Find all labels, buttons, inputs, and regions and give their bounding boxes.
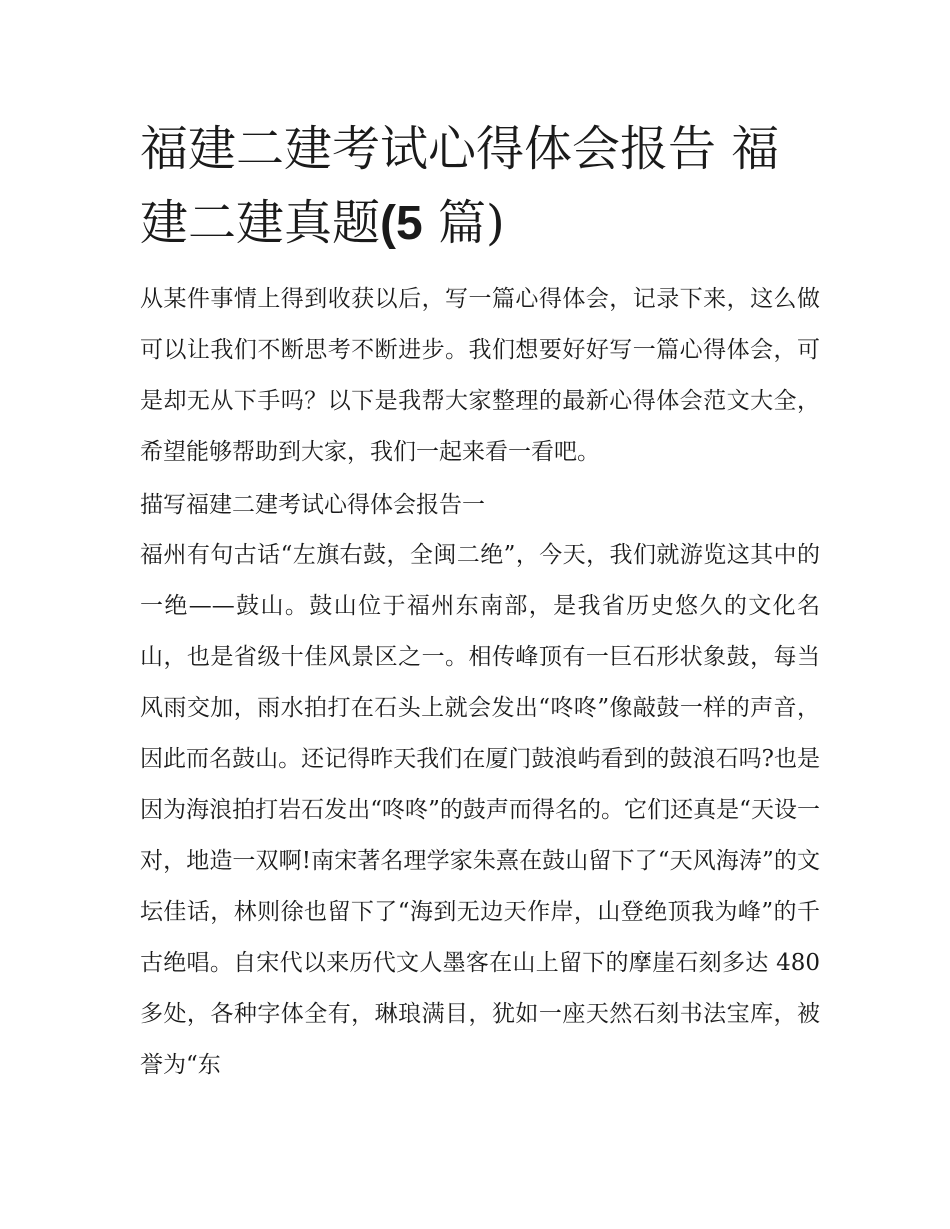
section-heading: 描写福建二建考试心得体会报告一 [140, 492, 485, 518]
document-title [140, 112, 820, 261]
intro-paragraph: 从某件事情上得到收获以后，写一篇心得体会，记录下来，这么做可以让我们不断思考不断进步。我们想要好好写一篇心得体会，可是却无从下手吗？以下是我帮大家整理的最新心得体会范文大全，希望能够帮助到大家，我们一起来看一看吧。 [140, 286, 820, 465]
title-count: (5 [380, 197, 423, 250]
title-suffix: 篇) [422, 195, 505, 251]
article-paragraph: 福州有句古话“左旗右鼓，全闽二绝”，今天，我们就游览这其中的一绝——鼓山。鼓山位于福州东南部，是我省历史悠久的文化名山，也是省级十佳风景区之一。相传峰顶有一巨石形状象鼓，每当风雨交加，雨水拍打在石头上就会发出“咚咚”像敲鼓一样的声音，因此而名鼓山。还记得昨天我们在厦门鼓浪屿看到的鼓浪石吗?也是因为海浪拍打岩石发出“咚咚”的鼓声而得名的。它们还真是“天设一对，地造一双啊!南宋著名理学家朱熹在鼓山留下了“天风海涛”的文坛佳话，林则徐也留下了“海到无边天作岸，山登绝顶我为峰”的千古绝唱。自宋代以来历代文人墨客在山上留下的摩崖石刻多达 480 多处，各种字体全有，琳琅满目，犹如一座天然石刻书法宝库，被誉为“东 [140, 542, 820, 1078]
title-text: 福建二建考试心得体会报告 福建二建真题 [140, 121, 780, 251]
